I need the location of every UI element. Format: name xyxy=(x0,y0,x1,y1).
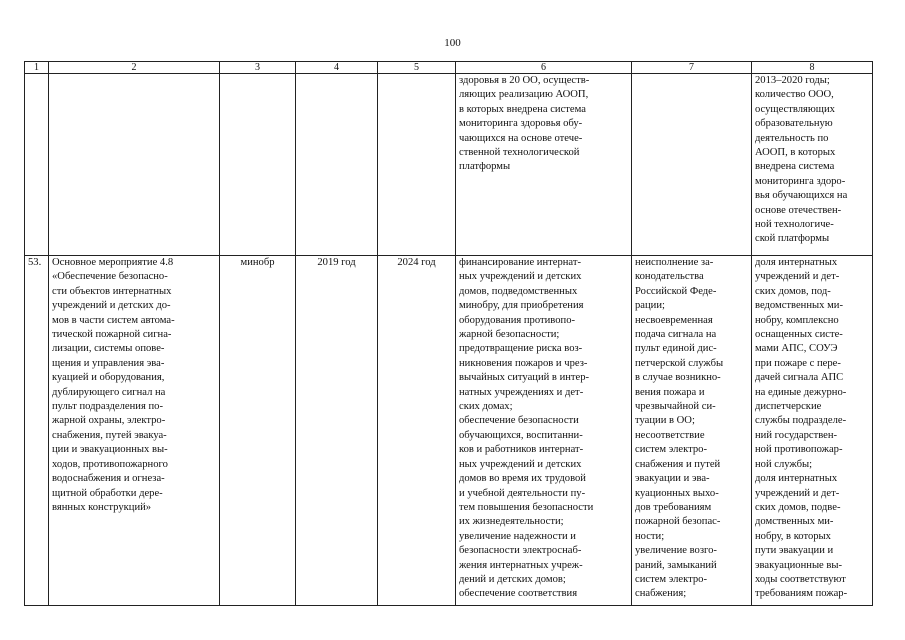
text-line: петчерской службы xyxy=(635,357,724,369)
text-line: платформы xyxy=(459,161,511,173)
text-line: мониторинга здоровья обу- xyxy=(459,118,583,130)
measures-table xyxy=(24,61,873,606)
text-line: домственных ми- xyxy=(755,516,834,528)
text-line: вычайных ситуаций в интер- xyxy=(459,372,590,384)
text-line: обеспечение соответствия xyxy=(459,588,578,600)
text-line: в случае возникно- xyxy=(635,372,721,384)
text-line: деятельность по xyxy=(755,132,829,144)
text-line: минобру, для приобретения xyxy=(459,300,584,312)
text-line: систем электро- xyxy=(635,444,707,456)
text-line: ции и эвакуационных вы- xyxy=(52,444,168,456)
header-col-8: 8 xyxy=(752,62,873,74)
text-line: вья обучающихся на xyxy=(755,190,848,202)
text-line: учреждений и дет- xyxy=(755,271,840,283)
text-line: и учебной деятельности пу- xyxy=(459,487,586,499)
text-line: Российской Феде- xyxy=(635,285,717,297)
header-col-4: 4 xyxy=(296,62,378,74)
text-line: доля интернатных xyxy=(755,257,838,268)
text-line: щитной обработки дере- xyxy=(52,487,163,499)
cont-col-2 xyxy=(49,74,220,256)
text-line: тем повышения безопасности xyxy=(459,501,594,513)
text-line: безопасности электроснаб- xyxy=(459,545,582,557)
text-line: количество ООО, xyxy=(755,89,834,101)
text-line: при пожаре с пере- xyxy=(755,357,841,369)
measure-title xyxy=(49,256,220,606)
header-col-1: 1 xyxy=(25,62,49,74)
text-line: домов, подведомственных xyxy=(459,285,578,297)
text-line: здоровья в 20 ОО, осущеcтв- xyxy=(459,75,590,86)
text-line: эвакуационные вы- xyxy=(755,559,843,571)
text-line: никновения пожаров и чрез- xyxy=(459,357,588,369)
text-line: пожарной безопас- xyxy=(635,516,721,528)
text-line: учреждений и детских до- xyxy=(52,300,171,312)
text-line: их жизнедеятельности; xyxy=(459,516,564,528)
text-line: оснащенных систе- xyxy=(755,329,843,341)
cont-col-1 xyxy=(25,74,49,256)
text-line: чрезвычайной си- xyxy=(635,401,716,413)
header-col-3: 3 xyxy=(220,62,296,74)
text-line: жарной охраны, электро- xyxy=(52,415,166,427)
text-line: жения интернатных учреж- xyxy=(459,559,583,571)
text-line: раний, замыканий xyxy=(635,559,717,571)
text-line: внедрена система xyxy=(755,161,835,173)
text-line: «Обеспечение безопасно- xyxy=(52,271,168,283)
consequences xyxy=(632,256,752,606)
indicators xyxy=(752,256,873,606)
text-line: чающихся на основе отече- xyxy=(459,132,583,144)
text-line: ляющих реализацию АООП, xyxy=(459,89,589,101)
text-line: пути эвакуации и xyxy=(755,545,834,557)
text-line: куационных выхо- xyxy=(635,487,719,499)
text-line: ходов, противопожарного xyxy=(52,458,168,470)
start-year: 2019 год xyxy=(296,256,378,606)
cont-col-5 xyxy=(378,74,456,256)
header-col-7: 7 xyxy=(632,62,752,74)
text-line: ных учреждений и детских xyxy=(459,271,582,283)
cont-col-3 xyxy=(220,74,296,256)
text-line: дублирующего сигнал на xyxy=(52,386,166,398)
text-line: диспетчерские xyxy=(755,401,822,413)
text-line: вянных конструкций» xyxy=(52,501,152,513)
text-line: мониторинга здоро- xyxy=(755,175,846,187)
text-line: ведомственных ми- xyxy=(755,300,843,312)
text-line: основе отечествен- xyxy=(755,204,842,216)
text-line: мами АПС, СОУЭ xyxy=(755,343,838,355)
text-line: подача сигнала на xyxy=(635,329,717,341)
text-line: неисполнение за- xyxy=(635,257,714,268)
text-line: эвакуации и эва- xyxy=(635,473,710,485)
text-line: образовательную xyxy=(755,118,833,130)
text-line: службы подразделе- xyxy=(755,415,847,427)
text-line: осуществляющих xyxy=(755,103,835,115)
text-line: ственной технологической xyxy=(459,147,580,159)
text-line: жарной безопасности; xyxy=(459,329,560,341)
text-line: ских домов, под- xyxy=(755,285,831,297)
header-col-6: 6 xyxy=(456,62,632,74)
text-line: обучающихся, воспитанни- xyxy=(459,429,583,441)
text-line: ков и работников интернат- xyxy=(459,444,584,456)
text-line: тической пожарной сигна- xyxy=(52,329,172,341)
text-line: сти объектов интернатных xyxy=(52,285,172,297)
text-line: учреждений и дет- xyxy=(755,487,840,499)
text-line: предотвращение риска воз- xyxy=(459,343,583,355)
text-line: конодательства xyxy=(635,271,704,283)
text-line: натных учреждениях и дет- xyxy=(459,386,584,398)
text-line: мов в части систем автома- xyxy=(52,314,175,326)
text-line: нобру, в которых xyxy=(755,530,831,542)
text-line: водоснабжения и огнеза- xyxy=(52,473,165,485)
text-line: на единые дежурно- xyxy=(755,386,847,398)
table-row-continuation xyxy=(25,74,873,256)
responsible-executor: минобр xyxy=(220,256,296,606)
text-line: лизации, системы опове- xyxy=(52,343,165,355)
text-line: домов во время их трудовой xyxy=(459,473,586,485)
text-line: куацией и оборудования, xyxy=(52,372,165,384)
text-line: щения и управления эва- xyxy=(52,357,165,369)
header-row xyxy=(25,62,873,74)
row-number: 53. xyxy=(25,256,49,606)
text-line: вения пожара и xyxy=(635,386,705,398)
text-line: ной противопожар- xyxy=(755,444,843,456)
text-line: систем электро- xyxy=(635,573,707,585)
text-line: Основное мероприятие 4.8 xyxy=(52,257,174,268)
page-number: 100 xyxy=(444,37,461,49)
text-line: дов требованиям xyxy=(635,501,712,513)
text-line: туации в ОО; xyxy=(635,415,695,427)
expected-result xyxy=(456,256,632,606)
text-line: 2013–2020 годы; xyxy=(755,75,830,86)
text-line: ских домах; xyxy=(459,401,513,413)
text-line: ходы соответствуют xyxy=(755,573,846,585)
text-line: нобру, комплексно xyxy=(755,314,839,326)
text-line: снабжения и путей xyxy=(635,458,721,470)
text-line: пульт единой дис- xyxy=(635,343,717,355)
text-line: ности; xyxy=(635,530,665,542)
text-line: доля интернатных xyxy=(755,473,838,485)
end-year: 2024 год xyxy=(378,256,456,606)
text-line: дачей сигнала АПС xyxy=(755,372,844,384)
text-line: обеспечение безопасности xyxy=(459,415,579,427)
text-line: требованиям пожар- xyxy=(755,588,848,600)
cont-col-8 xyxy=(752,74,873,256)
text-line: дений и детских домов; xyxy=(459,573,566,585)
text-line: в которых внедрена система xyxy=(459,103,586,115)
text-line: увеличение надежности и xyxy=(459,530,576,542)
text-line: снабжения; xyxy=(635,588,687,600)
text-line: АООП, в которых xyxy=(755,147,836,159)
text-line: финансирование интернат- xyxy=(459,257,582,268)
header-col-2: 2 xyxy=(49,62,220,74)
text-line: ной технологиче- xyxy=(755,219,834,231)
cont-col-6 xyxy=(456,74,632,256)
text-line: несвоевременная xyxy=(635,314,713,326)
header-col-5: 5 xyxy=(378,62,456,74)
text-line: ской платформы xyxy=(755,233,830,245)
text-line: снабжения, путей эвакуа- xyxy=(52,429,167,441)
text-line: рации; xyxy=(635,300,665,312)
text-line: ных учреждений и детских xyxy=(459,458,582,470)
text-line: несоответствие xyxy=(635,429,705,441)
text-line: увеличение возго- xyxy=(635,545,717,557)
text-line: ний государствен- xyxy=(755,429,838,441)
text-line: оборудования противопо- xyxy=(459,314,576,326)
text-line: ских домов, подве- xyxy=(755,501,841,513)
text-line: ной службы; xyxy=(755,458,813,470)
cont-col-4 xyxy=(296,74,378,256)
table-row-53 xyxy=(25,256,873,606)
cont-col-7 xyxy=(632,74,752,256)
text-line: пульт подразделения по- xyxy=(52,401,163,413)
